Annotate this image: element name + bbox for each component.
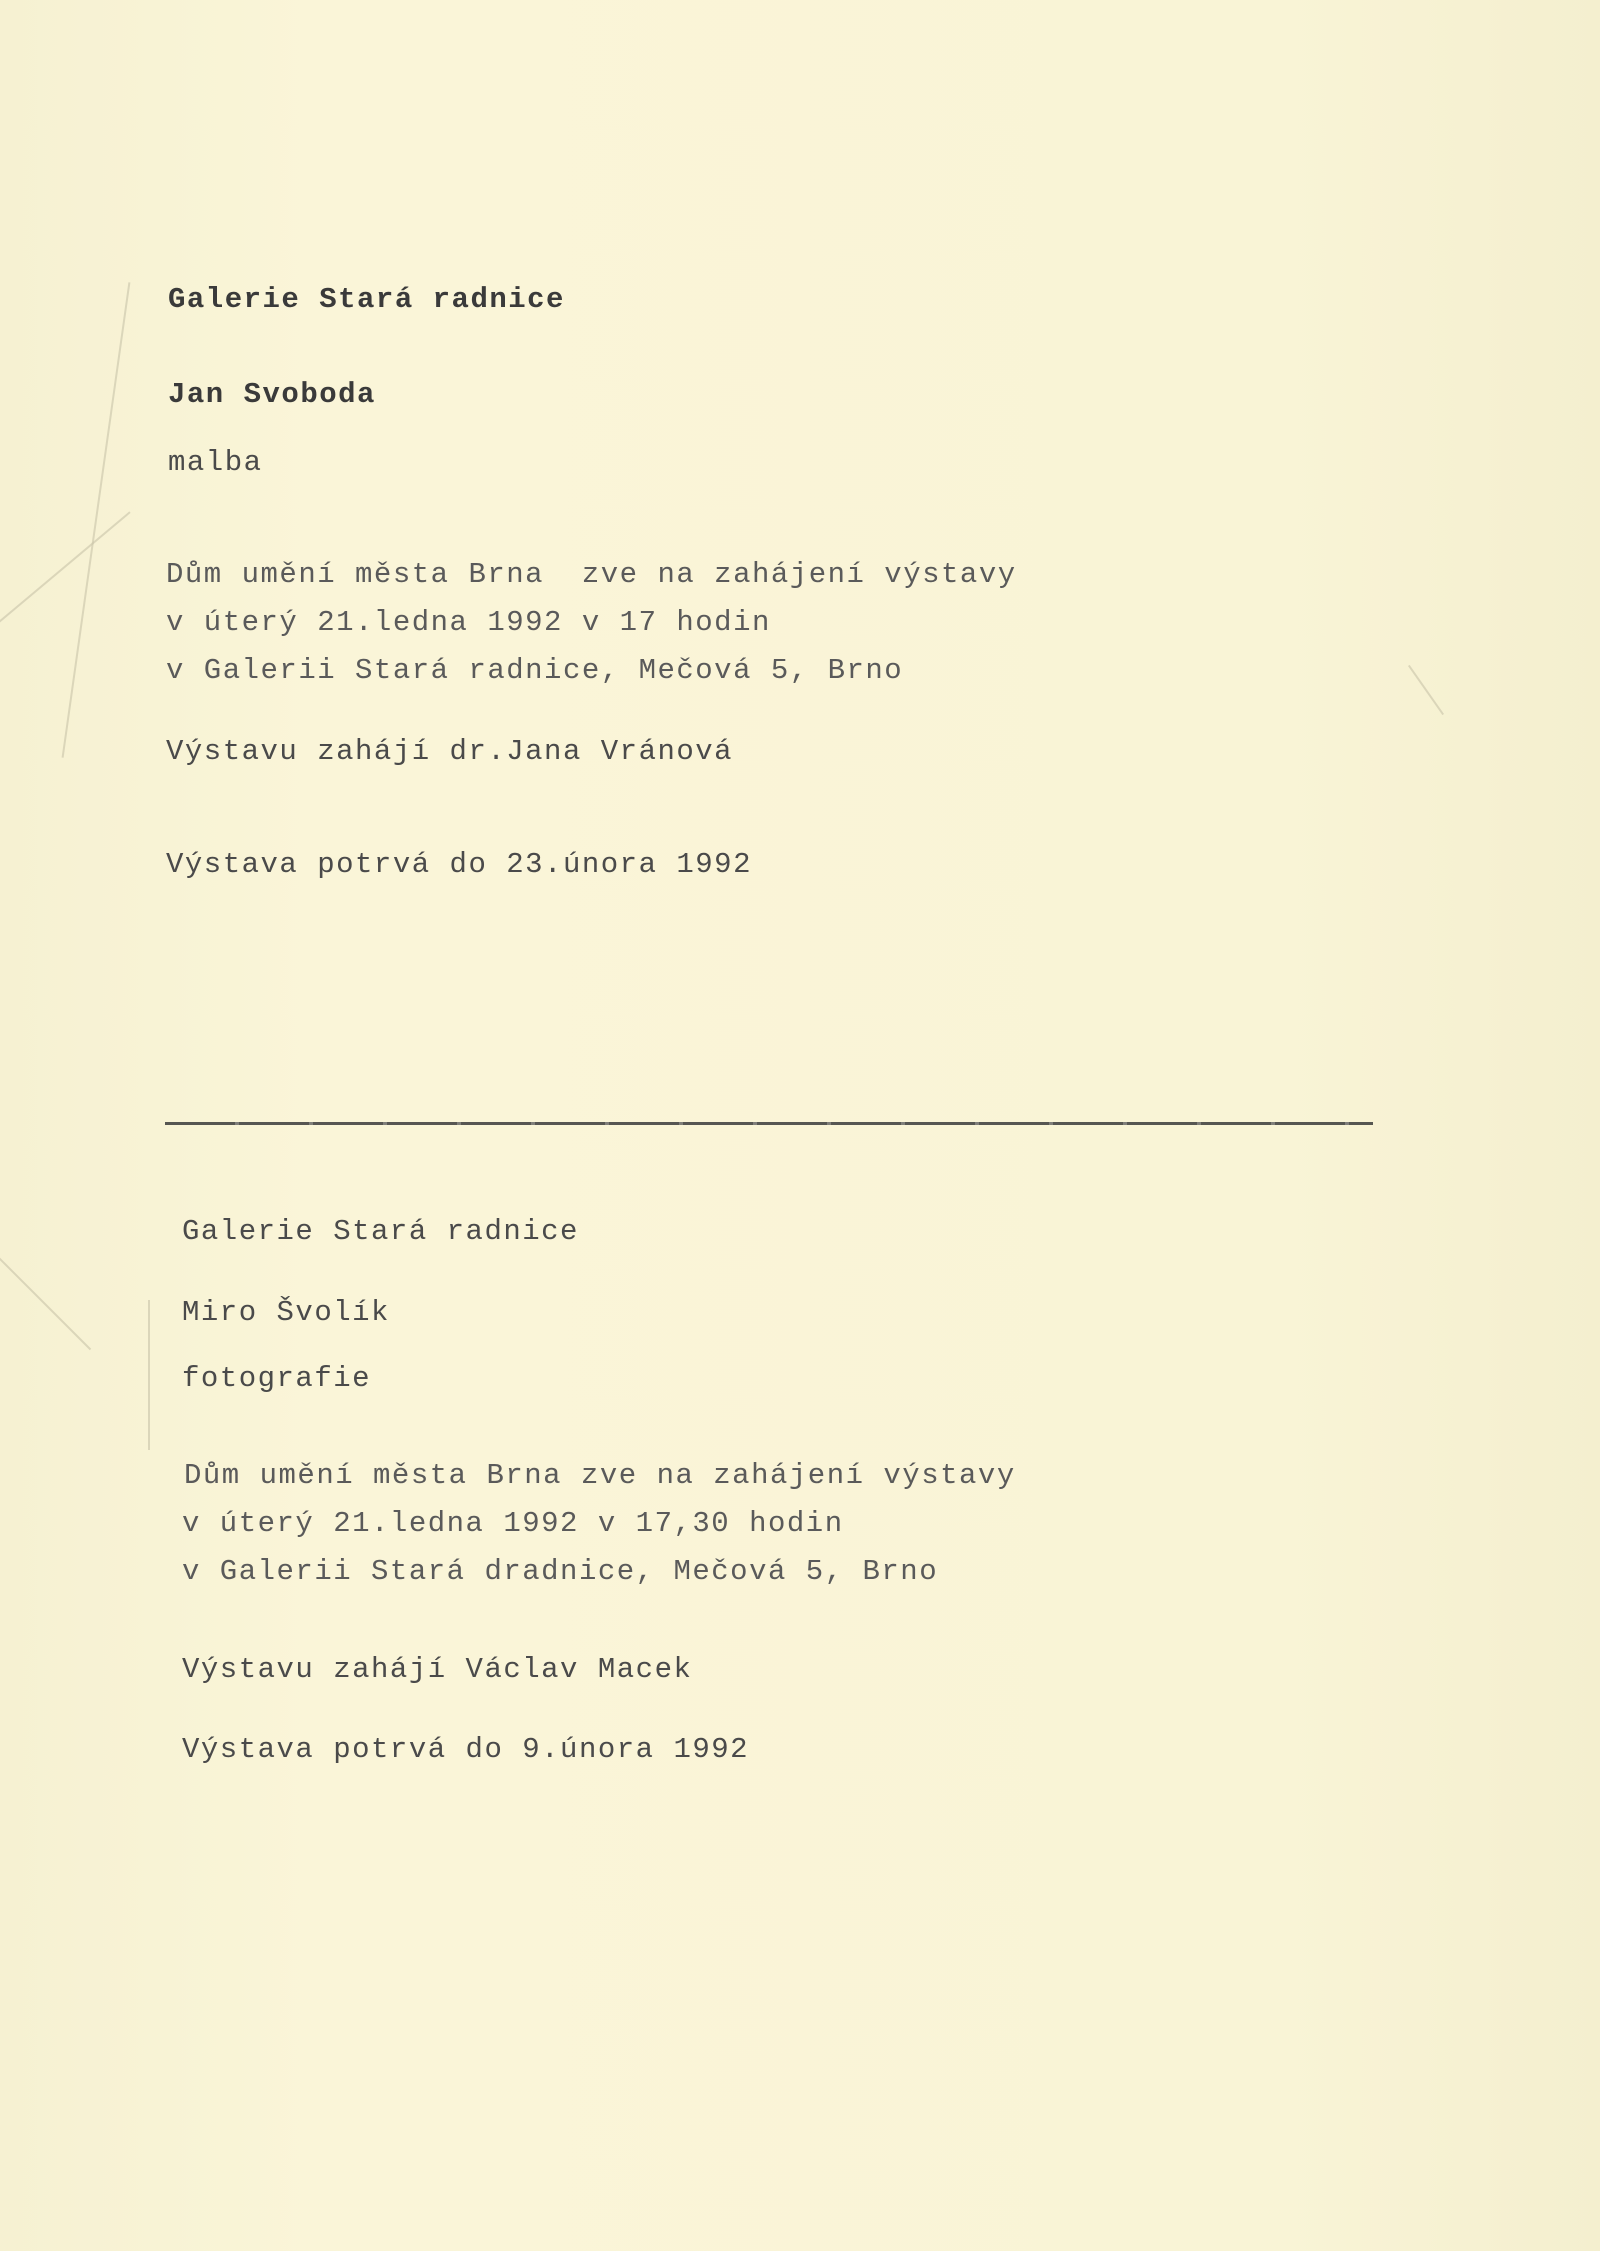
cut-line-divider [165, 1122, 1373, 1125]
paper-crease [1408, 665, 1444, 715]
invitation-line: v Galerii Stará dradnice, Mečová 5, Brno [182, 1555, 939, 1588]
artist-name: Jan Svoboda [168, 378, 376, 411]
exhibition-duration: Výstava potrvá do 23.února 1992 [166, 848, 752, 881]
invitation-line: v Galerii Stará radnice, Mečová 5, Brno [166, 654, 904, 687]
invitation-line: Dům umění města Brna zve na zahájení výstavy [184, 1459, 1016, 1492]
opening-speaker: Výstavu zahájí dr.Jana Vránová [166, 735, 734, 768]
exhibition-duration: Výstava potrvá do 9.února 1992 [182, 1733, 750, 1766]
paper-crease [0, 1250, 91, 1350]
opening-speaker: Výstavu zahájí Václav Macek [182, 1653, 693, 1686]
invitation-line: Dům umění města Brna zve na zahájení výstavy [166, 558, 1017, 591]
paper-crease [148, 1300, 150, 1450]
invitation-line: v úterý 21.ledna 1992 v 17 hodin [166, 606, 771, 639]
invitation-line: v úterý 21.ledna 1992 v 17,30 hodin [182, 1507, 844, 1540]
paper-crease [0, 511, 131, 628]
medium: fotografie [182, 1362, 372, 1395]
medium: malba [168, 446, 263, 479]
gallery-name: Galerie Stará radnice [168, 283, 565, 316]
gallery-name: Galerie Stará radnice [182, 1215, 579, 1248]
artist-name: Miro Švolík [182, 1296, 390, 1329]
